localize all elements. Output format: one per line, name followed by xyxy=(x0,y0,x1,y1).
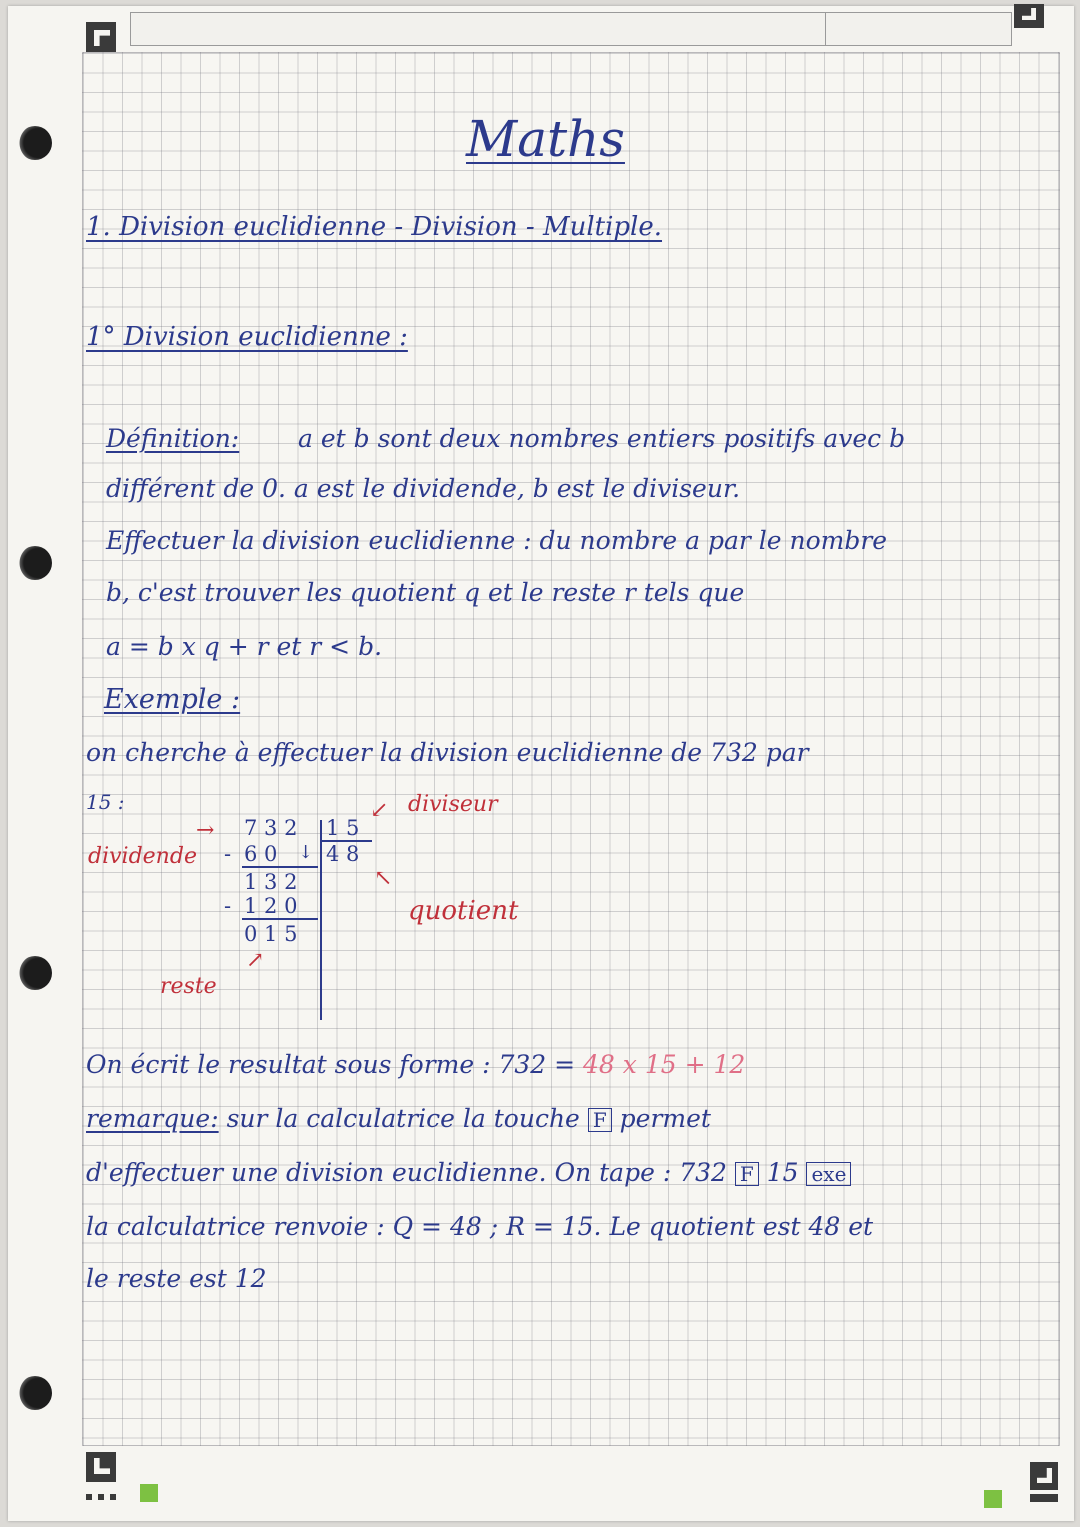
definition-line: a et b sont deux nombres entiers positifs avec b xyxy=(298,424,906,453)
arrow-icon: ↙ xyxy=(370,798,389,823)
green-square-marker xyxy=(984,1490,1002,1508)
green-square-marker xyxy=(140,1484,158,1502)
division-row: 1 3 2 xyxy=(244,870,298,894)
remark-text: permet xyxy=(619,1104,711,1133)
result-remainder: + 12 xyxy=(684,1050,746,1079)
remark-line xyxy=(86,1104,711,1133)
label-reste: reste xyxy=(160,974,217,999)
definition-line: a = b x q + r et r < b. xyxy=(106,632,383,661)
binder-hole xyxy=(18,1376,52,1410)
calculator-key-f: F xyxy=(735,1162,759,1186)
remark-label: remarque: xyxy=(86,1104,219,1133)
label-quotient: quotient xyxy=(408,896,519,926)
definition-line: b, c'est trouver les quotient q et le reste r tels que xyxy=(106,578,745,607)
division-quotient: 4 8 xyxy=(326,842,360,866)
corner-marker-top-right xyxy=(1014,4,1044,28)
remark-text: 15 xyxy=(766,1158,799,1187)
remark-text: sur la calculatrice la touche xyxy=(226,1104,580,1133)
remark-line: le reste est 12 xyxy=(86,1264,267,1293)
division-minus-sign: - xyxy=(224,894,232,918)
result-line xyxy=(86,1050,745,1079)
label-diviseur: diviseur xyxy=(408,792,498,817)
result-prefix: On écrit le resultat sous forme : 732 = xyxy=(86,1050,576,1079)
subsection-heading: 1° Division euclidienne : xyxy=(86,322,408,352)
calculator-key-f: F xyxy=(588,1108,612,1132)
division-row: 1 2 0 xyxy=(244,894,298,918)
subtraction-line xyxy=(242,866,318,868)
header-box xyxy=(130,12,1012,46)
example-line: on cherche à effectuer la division euclidienne de 732 par xyxy=(86,738,809,767)
definition-line: différent de 0. a est le dividende, b est le diviseur. xyxy=(106,474,741,503)
division-row: 6 0 xyxy=(244,842,278,866)
binder-hole xyxy=(18,126,52,160)
corner-bar xyxy=(1030,1494,1058,1502)
remark-text: d'effectuer une division euclidienne. On tape : 732 xyxy=(86,1158,727,1187)
subtraction-line xyxy=(242,918,318,920)
division-divisor: 1 5 xyxy=(326,816,360,840)
corner-marker-top-left xyxy=(86,22,116,52)
definition-label: Définition: xyxy=(106,424,240,453)
division-down-arrow: ↓ xyxy=(298,842,314,863)
division-row: 0 1 5 xyxy=(244,922,298,946)
arrow-icon: ↗ xyxy=(246,948,265,973)
arrow-icon: → xyxy=(196,818,215,843)
result-product: 48 x 15 xyxy=(583,1050,677,1079)
section-heading: 1. Division euclidienne - Division - Multiple. xyxy=(86,212,663,242)
calculator-key-exe: exe xyxy=(806,1162,851,1186)
division-dividend: 7 3 2 xyxy=(244,816,298,840)
corner-marker-bottom-left xyxy=(86,1452,116,1482)
remark-line: la calculatrice renvoie : Q = 48 ; R = 15. Le quotient est 48 et xyxy=(86,1212,874,1241)
page-title: Maths xyxy=(466,110,625,168)
label-dividende: dividende xyxy=(88,844,197,869)
remark-line xyxy=(86,1158,851,1187)
binder-hole xyxy=(18,956,52,990)
binder-hole xyxy=(18,546,52,580)
definition-line: Effectuer la division euclidienne : du nombre a par le nombre xyxy=(106,526,888,555)
corner-dash xyxy=(86,1494,116,1500)
example-label: Exemple : xyxy=(104,684,241,715)
arrow-icon: ↖ xyxy=(374,866,393,891)
corner-marker-bottom-right xyxy=(1030,1462,1058,1490)
division-minus-sign: - xyxy=(224,842,232,866)
example-line: 15 : xyxy=(86,790,125,814)
division-vertical-line xyxy=(320,820,322,1020)
